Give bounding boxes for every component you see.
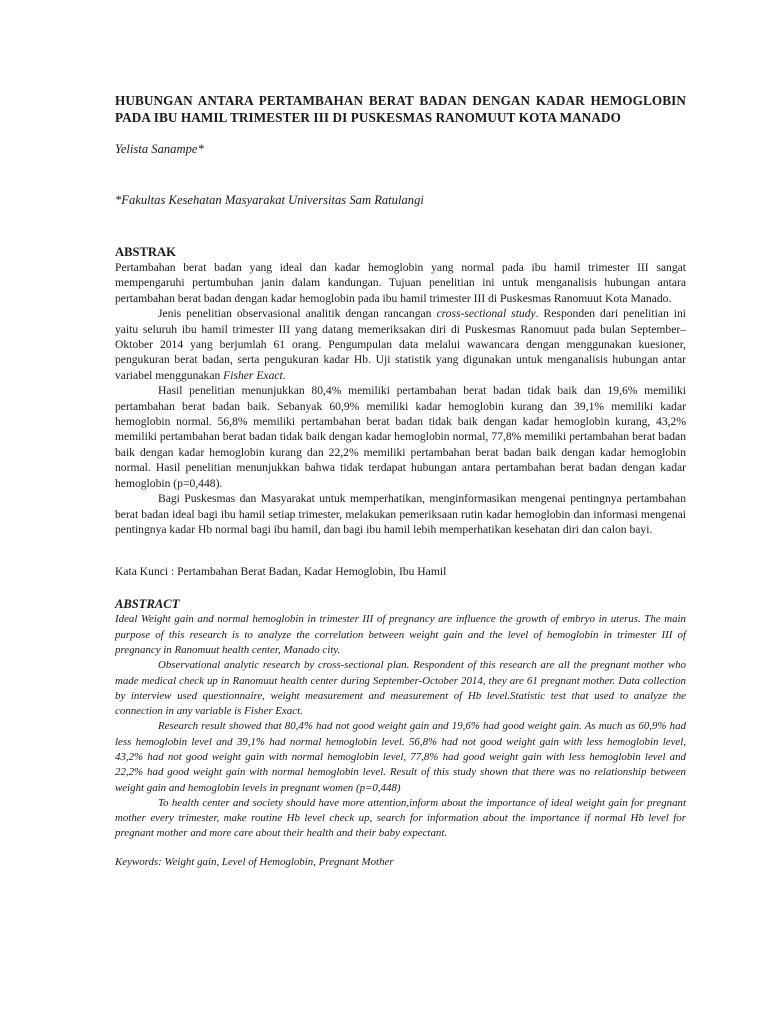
abstrak-p2-text-a: Jenis penelitian observasional analitik dengan rancangan xyxy=(158,307,437,321)
paper-page xyxy=(115,92,686,868)
paper-title: HUBUNGAN ANTARA PERTAMBAHAN BERAT BADAN DENGAN KADAR HEMOGLOBIN PADA IBU HAMIL TRIMESTER III DI PUSKESMAS RANOMUUT KOTA MANADO xyxy=(115,93,686,125)
abstrak-paragraph-2 xyxy=(115,306,686,383)
abstract-paragraph-1: Ideal Weight gain and normal hemoglobin in trimester III of pregnancy are influence the growth of embryo in uterus. The main purpose of this research is to analyze the correlation between weight gain and the level of hemoglobin in trimester III of pregnancy in Ranomuut health center, Manado city. xyxy=(115,613,686,656)
abstract-paragraph-4: To health center and society should have more attention,inform about the importance of ideal weight gain for pregnant mother every trimester, make routine Hb level check up, search for information about the importance if normal Hb level for pregnant mother and more care about their health and their baby expectant. xyxy=(115,796,686,840)
author-name: Yelista Sanampe* xyxy=(115,142,204,156)
abstrak-paragraph-1: Pertambahan berat badan yang ideal dan kadar hemoglobin yang normal pada ibu hamil trimester III sangat mempengaruhi pertumbuhan janin dalam kandungan. Tujuan penelitian ini untuk menganalisis hubungan antara pertambahan berat badan dengan kadar hemoglobin pada ibu hamil trimester III di Puskesmas Ranomuut Kota Manado. xyxy=(115,261,686,305)
abstrak-p2-italic-study: cross-sectional study xyxy=(436,307,536,321)
abstrak-paragraph-4: Bagi Puskesmas dan Masyarakat untuk memperhatikan, menginformasikan mengenai pentingnya pertambahan berat badan ideal bagi ibu hamil setiap trimester, melakukan pemeriksaan rutin kadar hemoglobin dan informasi mengenai pentingnya kadar Hb normal bagi ibu hamil, dan bagi ibu hamil lebih memperhatikan kesehatan diri dan calon bayi. xyxy=(115,492,686,536)
abstrak-heading: ABSTRAK xyxy=(115,245,176,259)
keywords: Keywords: Weight gain, Level of Hemoglobin, Pregnant Mother xyxy=(115,855,394,868)
author-affiliation: *Fakultas Kesehatan Masyarakat Universitas Sam Ratulangi xyxy=(115,193,424,207)
abstract-paragraph-3: Research result showed that 80,4% had not good weight gain and 19,6% had good weight gain. As much as 60,9% had less hemoglobin level and 39,1% had normal hemoglobin level. 56,8% had not good weight gain with less hemoglobin level, 43,2% had not good weight gain with normal hemoglobin level, 77,8% had good weight gain with less hemoglobin level and 22,2% had good weight gain with normal hemoglobin level. Result of this study shown that there was no relationship between weight gain and hemoglobin levels in pregnant women (p=0,448) xyxy=(115,720,686,794)
abstrak-p2-text-c: . xyxy=(282,368,286,382)
kata-kunci: Kata Kunci : Pertambahan Berat Badan, Kadar Hemoglobin, Ibu Hamil xyxy=(115,565,447,579)
abstract-heading: ABSTRACT xyxy=(115,597,180,612)
abstrak-p2-italic-fisher: Fisher Exact xyxy=(223,368,283,382)
abstrak-p2-text-b: . Responden dari penelitian ini yaitu seluruh ibu hamil trimester III yang datang memeriksakan diri di Puskesmas Ranomuut pada bulan September–Oktober 2014 yang berjumlah 61 orang. Pengumpulan data melalui wawancara dengan menggunakan kuesioner, pengukuran berat badan, serta pengukuran kadar Hb. Uji statistik yang digunakan untuk menganalisis hubungan antar variabel menggunakan xyxy=(115,307,687,382)
abstrak-paragraph-3: Hasil penelitian menunjukkan 80,4% memiliki pertambahan berat badan tidak baik dan 19,6% memiliki pertambahan berat badan baik. Sebanyak 60,9% memiliki kadar hemoglobin kurang dan 39,1% memiliki kadar hemoglobin normal. 56,8% memiliki pertambahan berat badan tidak baik dengan kadar hemoglobin kurang, 43,2% memiliki pertambahan berat badan tidak baik dengan kadar hemoglobin normal, 77,8% memiliki pertambahan berat badan baik dengan kadar hemoglobin kurang dan 22,2% memiliki pertambahan berat badan baik dengan kadar hemoglobin normal. Hasil penelitian menunjukkan bahwa tidak terdapat hubungan antara pertambahan berat badan dengan kadar hemoglobin (p=0,448). xyxy=(115,384,686,490)
abstract-paragraph-2: Observational analytic research by cross-sectional plan. Respondent of this research are all the pregnant mother who made medical check up in Ranomuut health center during September-October 2014, they are 61 pregnant mother. Data collection by interview used questionnaire, weight measurement and measurement of Hb level.Statistic test that used to analyze the connection in any variable is Fisher Exact. xyxy=(115,659,686,718)
